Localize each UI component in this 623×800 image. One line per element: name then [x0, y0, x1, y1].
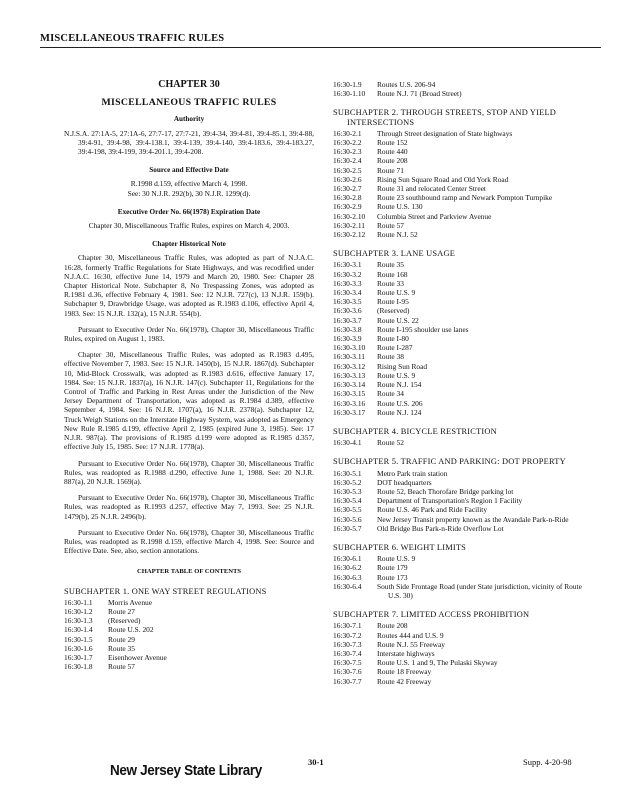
section-list	[333, 554, 583, 600]
section-title: Route 52	[377, 438, 404, 448]
section-number: 16:30-2.9	[333, 202, 362, 212]
section-title: Metro Park train station	[377, 468, 448, 478]
section-number: 16:30-3.1	[333, 260, 362, 270]
section-number: 16:30-3.10	[333, 343, 366, 353]
section-number: 16:30-3.16	[333, 398, 366, 408]
section-title: Route 34	[377, 389, 404, 399]
section-title: Columbia Street and Parkview Avenue	[377, 211, 492, 221]
section-title: Route U.S. 206	[377, 398, 423, 408]
supplement-date: Supp. 4-20-98	[523, 757, 572, 767]
section-list	[333, 80, 583, 98]
section-row	[333, 505, 583, 514]
section-number: 16:30-2.1	[333, 128, 362, 138]
section-row	[333, 563, 583, 572]
section-title: Route 173	[377, 572, 408, 582]
section-title: Route U.S. 22	[377, 315, 419, 325]
section-number: 16:30-3.13	[333, 370, 366, 380]
section-number: 16:30-2.2	[333, 138, 362, 148]
section-number: 16:30-6.2	[333, 563, 362, 573]
section-row	[64, 635, 314, 644]
section-row	[333, 166, 583, 175]
section-title: Route 35	[108, 643, 135, 653]
section-number: 16:30-3.8	[333, 324, 362, 334]
section-number: 16:30-3.4	[333, 288, 362, 298]
section-title: Route 29	[108, 634, 135, 644]
section-row	[333, 515, 583, 524]
section-number: 16:30-3.7	[333, 315, 362, 325]
section-title: Route 440	[377, 147, 408, 157]
section-title: Old Bridge Bus Park-n-Ride Overflow Lot	[377, 523, 504, 533]
section-title: Route 33	[377, 278, 404, 288]
section-title: Route N.J. 124	[377, 407, 422, 417]
section-number: 16:30-6.4	[333, 581, 362, 591]
source-line: R.1998 d.159, effective March 4, 1998.	[130, 179, 248, 189]
section-title: Route I-80	[377, 334, 409, 344]
section-title: Route U.S. 46 Park and Ride Facility	[377, 505, 488, 515]
section-row	[333, 334, 583, 343]
source-heading: Source and Effective Date	[149, 166, 229, 175]
section-row	[64, 598, 314, 607]
section-list	[333, 129, 583, 239]
section-number: 16:30-3.11	[333, 352, 365, 362]
section-number: 16:30-5.1	[333, 468, 362, 478]
chapter-title: MISCELLANEOUS TRAFFIC RULES	[101, 97, 277, 109]
section-row	[64, 607, 314, 616]
section-row	[333, 297, 583, 306]
subchapter-title: SUBCHAPTER 4. BICYCLE RESTRICTION	[333, 426, 497, 436]
section-number: 16:30-3.5	[333, 297, 362, 307]
section-row	[333, 362, 583, 371]
section-number: 16:30-3.17	[333, 407, 366, 417]
section-title: South Side Frontage Road (under State jurisdiction, vicinity of Route U.S. 30)	[377, 581, 582, 600]
section-row	[333, 129, 583, 138]
section-title: Route 168	[377, 269, 408, 279]
subchapter-title: SUBCHAPTER 5. TRAFFIC AND PARKING: DOT PROPERTY	[333, 457, 566, 467]
section-title: Interstate highways	[377, 648, 435, 658]
section-row	[333, 221, 583, 230]
historical-note-paragraph: Chapter 30, Miscellaneous Traffic Rules, was adopted as R.1983 d.495, effective November 7, 1983. See: 15 N.J.R. 1450(b), 15 N.J.R. 1867(d). Subchapter 10, Mid-Block Crosswalk, was adopted as R.1983 d.616, effective January 17, 1984. See: 15 N.J.R. 1837(a), 16 N.J.R. 147(c). Subchapter 11, Regulations for the Control of Traffic and Parking in Rest Areas under the Jurisdiction of the New Jersey Department of Transportation, was adopted as R.1984 d.389, effective September 4, 1984. See: 16 N.J.R. 1707(a), 16 N.J.R. 2378(a). Subchapter 12, Truck Weigh Stations on the Interstate Highway System, was adopted as Emergency New Rule R.1985 d.199, effective April 2, 1985 (expired June 3, 1985). See: 17 N.J.R. 987(a). The provisions of R.1985 d.199 were adopted as R.1985 d.357, effective July 15, 1985. See: 17 N.J.R. 1778(a).	[64, 350, 314, 452]
section-title: (Reserved)	[377, 306, 410, 316]
section-row	[333, 184, 583, 193]
section-title: Route 35	[377, 260, 404, 270]
section-row	[333, 677, 583, 686]
section-title: Route 152	[377, 138, 408, 148]
section-row	[333, 270, 583, 279]
exec-order-heading: Executive Order No. 66(1978) Expiration Date	[117, 207, 261, 216]
section-number: 16:30-3.9	[333, 334, 362, 344]
running-head: MISCELLANEOUS TRAFFIC RULES	[40, 33, 225, 44]
subchapter-title: SUBCHAPTER 3. LANE USAGE	[333, 249, 456, 259]
section-number: 16:30-3.2	[333, 269, 362, 279]
section-number: 16:30-5.5	[333, 505, 362, 515]
right-column	[333, 80, 583, 686]
section-number: 16:30-1.7	[64, 652, 93, 662]
section-title: DOT headquarters	[377, 477, 432, 487]
section-number: 16:30-6.1	[333, 554, 362, 564]
section-number: 16:30-7.1	[333, 621, 362, 631]
section-number: 16:30-5.2	[333, 477, 362, 487]
historical-note-paragraph: Pursuant to Executive Order No. 66(1978), Chapter 30, Miscellaneous Traffic Rules, was readopted as R.1993 d.257, effective May 7, 1993. See: 25 N.J.R. 1479(b), 25 N.J.R. 2496(b).	[64, 493, 314, 521]
section-title: Route N.J. 52	[377, 230, 418, 240]
subchapter-title: SUBCHAPTER 6. WEIGHT LIMITS	[333, 542, 467, 552]
chapter-number: CHAPTER 30	[158, 79, 220, 90]
section-number: 16:30-7.2	[333, 630, 362, 640]
section-row	[333, 193, 583, 202]
section-number: 16:30-1.5	[64, 634, 93, 644]
section-title: New Jersey Transit property known as the Avandale Park-n-Ride	[377, 514, 569, 524]
section-row	[333, 80, 583, 89]
section-row	[333, 640, 583, 649]
section-number: 16:30-2.4	[333, 156, 362, 166]
historical-note-paragraph: Pursuant to Executive Order No. 66(1978), Chapter 30, Miscellaneous Traffic Rules, was readopted as R.1998 d.159, effective March 4, 1998. See: Source and Effective Date. See, also, section annotations.	[64, 527, 314, 556]
section-title: Route 31 and relocated Center Street	[377, 184, 486, 194]
section-number: 16:30-2.7	[333, 184, 362, 194]
section-number: 16:30-1.8	[64, 662, 93, 672]
historical-note-paragraph: Pursuant to Executive Order No. 66(1978), Chapter 30, Miscellaneous Traffic Rules, was readopted as R.1988 d.290, effective June 1, 1988. See: 20 N.J.R. 887(a), 20 N.J.R. 1569(a).	[64, 458, 314, 486]
section-row	[333, 352, 583, 361]
section-number: 16:30-3.14	[333, 380, 366, 390]
section-number: 16:30-2.3	[333, 147, 362, 157]
source-line: See: 30 N.J.R. 292(b), 30 N.J.R. 1299(d).	[127, 188, 251, 198]
section-row	[333, 399, 583, 408]
section-number: 16:30-6.3	[333, 572, 362, 582]
section-list	[333, 438, 583, 447]
section-list	[333, 621, 583, 685]
header-rule	[40, 47, 601, 48]
section-row	[333, 631, 583, 640]
section-title: Route 57	[108, 662, 135, 672]
section-title: Route I-287	[377, 343, 413, 353]
section-number: 16:30-7.6	[333, 667, 362, 677]
section-title: Routes U.S. 206-94	[377, 80, 436, 89]
section-number: 16:30-7.5	[333, 658, 362, 668]
section-title: Morris Avenue	[108, 597, 152, 607]
section-number: 16:30-2.11	[333, 220, 365, 230]
section-number: 16:30-5.6	[333, 514, 362, 524]
section-title: Route 57	[377, 220, 404, 230]
section-row	[64, 625, 314, 634]
section-title: Route N.J. 71 (Broad Street)	[377, 89, 462, 99]
section-title: Rising Sun Road	[377, 361, 428, 371]
section-number: 16:30-2.10	[333, 211, 366, 221]
exec-order-text: Chapter 30, Miscellaneous Traffic Rules, expires on March 4, 2003.	[88, 221, 290, 231]
section-title: Route I-195 shoulder use lanes	[377, 324, 469, 334]
section-row	[333, 288, 583, 297]
section-number: 16:30-3.6	[333, 306, 362, 316]
historical-note-heading: Chapter Historical Note	[152, 240, 226, 249]
section-title: Route 208	[377, 156, 408, 166]
section-title: Route 208	[377, 621, 408, 631]
section-row	[333, 524, 583, 533]
section-row	[333, 649, 583, 658]
section-row	[333, 408, 583, 417]
section-number: 16:30-3.15	[333, 389, 366, 399]
section-title: Route U.S. 9	[377, 370, 416, 380]
section-title: Route I-95	[377, 297, 409, 307]
section-number: 16:30-7.4	[333, 648, 362, 658]
section-title: Routes 444 and U.S. 9	[377, 630, 444, 640]
section-number: 16:30-1.2	[64, 606, 93, 616]
section-title: Route 52, Beach Thorofare Bridge parking lot	[377, 486, 514, 496]
section-row	[333, 658, 583, 667]
library-logo: New Jersey State Library	[110, 762, 262, 779]
section-row	[333, 469, 583, 478]
section-list	[333, 260, 583, 416]
section-row	[333, 147, 583, 156]
section-number: 16:30-1.9	[333, 80, 362, 89]
section-title: Route 23 southbound ramp and Newark Pompton Turnpike	[377, 193, 553, 203]
section-row	[333, 325, 583, 334]
section-number: 16:30-3.12	[333, 361, 366, 371]
section-row	[333, 621, 583, 630]
subchapter-title: SUBCHAPTER 2. THROUGH STREETS, STOP AND YIELD INTERSECTIONS	[333, 108, 557, 127]
section-row	[64, 653, 314, 662]
section-number: 16:30-2.12	[333, 230, 366, 240]
section-number: 16:30-4.1	[333, 438, 362, 448]
section-list	[333, 469, 583, 533]
page-number: 30-1	[308, 757, 324, 767]
section-row	[64, 662, 314, 671]
section-title: Route U.S. 130	[377, 202, 423, 212]
section-title: Route 38	[377, 352, 404, 362]
section-number: 16:30-7.3	[333, 639, 362, 649]
subchapter-title: SUBCHAPTER 7. LIMITED ACCESS PROHIBITION	[333, 610, 530, 620]
historical-note-paragraph: Pursuant to Executive Order No. 66(1978), Chapter 30, Miscellaneous Traffic Rules, expired on August 1, 1983.	[64, 324, 314, 344]
section-row	[333, 175, 583, 184]
section-number: 16:30-5.3	[333, 486, 362, 496]
section-row	[333, 202, 583, 211]
section-title: (Reserved)	[108, 616, 141, 626]
section-row	[333, 156, 583, 165]
section-row	[333, 279, 583, 288]
section-row	[333, 380, 583, 389]
section-title: Rising Sun Square Road and Old York Road	[377, 174, 509, 184]
section-row	[64, 644, 314, 653]
section-title: Route U.S. 1 and 9, The Pulaski Skyway	[377, 658, 498, 668]
section-row	[333, 478, 583, 487]
authority-heading: Authority	[173, 115, 205, 124]
toc-heading: CHAPTER TABLE OF CONTENTS	[136, 568, 242, 576]
section-row	[64, 616, 314, 625]
historical-note-paragraph: Chapter 30, Miscellaneous Traffic Rules, was adopted as part of N.J.A.C. 16:28, formerly Traffic Regulations for State Highways, and was recodified under N.J.A.C. 16:30, effective June 14, 1979 and March 20, 1980. See: Chapter 28 Chapter Historical Note. Subchapter 8, No Trespassing Zones, was adopted as R.1981 d.36, effective February 4, 1981. See: 12 N.J.R. 727(c), 13 N.J.R. 159(b). Subchapter 9, Drawbridge Usage, was adopted as R.1983 d.106, effective April 4, 1983. See: 15 N.J.R. 132(a), 15 N.J.R. 554(b).	[64, 253, 314, 318]
section-row	[333, 667, 583, 676]
section-number: 16:30-1.6	[64, 643, 93, 653]
section-row	[333, 343, 583, 352]
section-title: Eisenhower Avenue	[108, 652, 167, 662]
section-row	[333, 573, 583, 582]
section-row	[333, 89, 583, 98]
section-row	[333, 487, 583, 496]
section-title: Route 71	[377, 165, 404, 175]
subchapter-title: SUBCHAPTER 1. ONE WAY STREET REGULATIONS	[64, 586, 267, 596]
section-row	[333, 260, 583, 269]
section-number: 16:30-5.7	[333, 523, 362, 533]
section-number: 16:30-1.3	[64, 616, 93, 626]
section-title: Route U.S. 202	[108, 625, 154, 635]
section-row	[333, 554, 583, 563]
section-row	[333, 230, 583, 239]
section-row	[333, 138, 583, 147]
section-title: Route U.S. 9	[377, 554, 416, 564]
section-row	[333, 438, 583, 447]
section-number: 16:30-5.4	[333, 496, 362, 506]
section-row	[333, 212, 583, 221]
section-row	[333, 582, 583, 600]
section-title: Route 179	[377, 563, 408, 573]
section-list	[64, 598, 314, 672]
section-row	[333, 389, 583, 398]
left-column	[64, 80, 314, 671]
section-title: Route N.J. 154	[377, 380, 422, 390]
section-number: 16:30-7.7	[333, 676, 362, 686]
section-row	[333, 316, 583, 325]
authority-text: N.J.S.A. 27:1A-5, 27:1A-6, 27:7-17, 27:7-21, 39:4-34, 39:4-81, 39:4-85.1, 39:4-88, 39:4-91, 39:4-98, 39:4-138.1, 39:4-139, 39:4-140, 39:4-183.6, 39:4-183.27, 39:4-198, 39:4-199, 39:4-201.1, 39:4-208.	[64, 128, 314, 157]
section-row	[333, 306, 583, 315]
section-row	[333, 496, 583, 505]
section-number: 16:30-2.5	[333, 165, 362, 175]
section-title: Route 42 Freeway	[377, 676, 432, 686]
section-title: Route 18 Freeway	[377, 667, 432, 677]
section-number: 16:30-1.10	[333, 89, 366, 99]
section-number: 16:30-1.4	[64, 625, 93, 635]
section-title: Through Street designation of State highways	[377, 128, 513, 138]
section-title: Route N.J. 55 Freeway	[377, 639, 445, 649]
section-number: 16:30-3.3	[333, 278, 362, 288]
section-title: Route U.S. 9	[377, 288, 416, 298]
section-title: Department of Transportation's Region 1 Facility	[377, 496, 523, 506]
section-number: 16:30-2.6	[333, 174, 362, 184]
section-row	[333, 371, 583, 380]
section-number: 16:30-1.1	[64, 597, 93, 607]
section-number: 16:30-2.8	[333, 193, 362, 203]
section-title: Route 27	[108, 606, 135, 616]
